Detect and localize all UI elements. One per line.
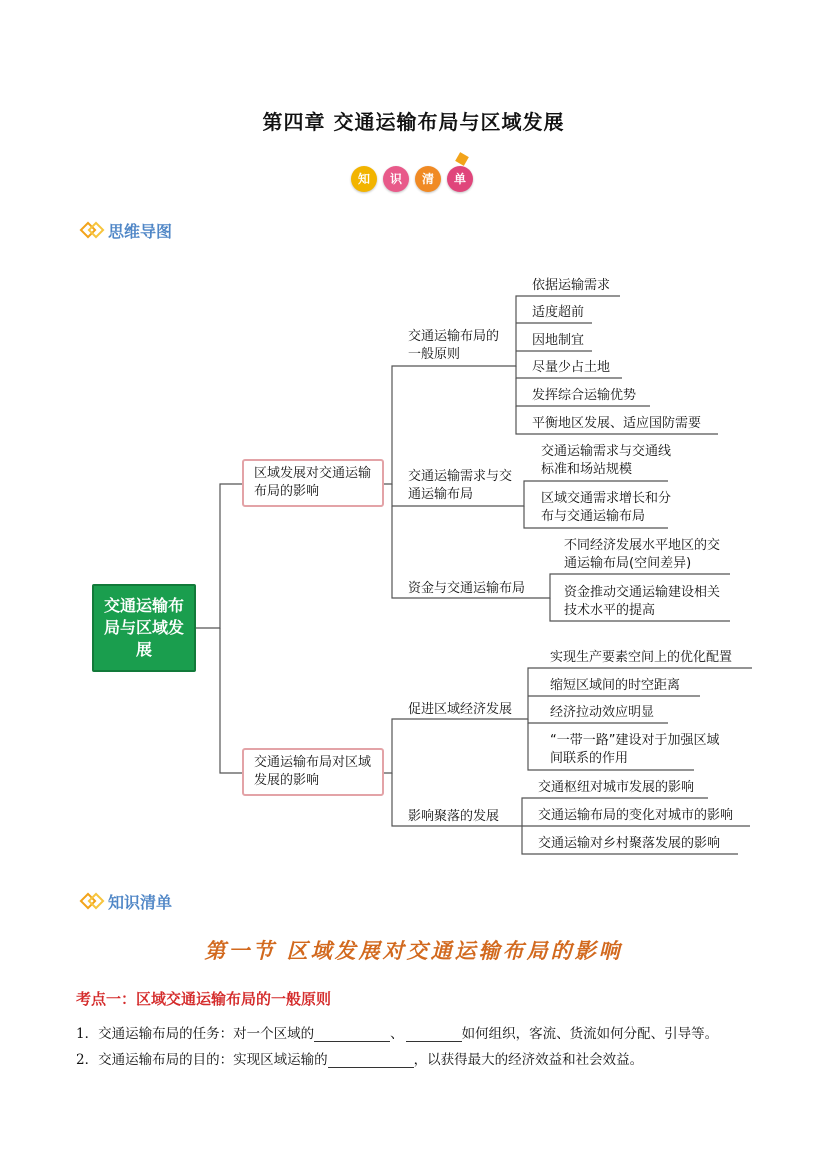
fill-blank[interactable] bbox=[406, 1027, 462, 1042]
fill-blank[interactable] bbox=[328, 1053, 414, 1068]
item-text-pre: 交通运输布局的目的：实现区域运输的 bbox=[98, 1052, 328, 1068]
leaf-principle-2: 适度超前 bbox=[532, 305, 585, 320]
leaf-demand-2: 区域交通需求增长和分布与交通运输布局 bbox=[541, 491, 672, 524]
item-text-pre: 交通运输布局的任务：对一个区域的 bbox=[98, 1026, 315, 1042]
page-title: 第四章 交通运输布局与区域发展 bbox=[262, 110, 565, 134]
leaf-demand-1: 交通运输需求与交通线标准和场站规模 bbox=[541, 444, 672, 477]
lesson-section-title: 第一节 区域发展对交通运输布局的影响 bbox=[204, 938, 623, 963]
leaf-economy-3: 经济拉动效应明显 bbox=[550, 705, 655, 720]
kaodian-heading: 考点一：区域交通运输布局的一般原则 bbox=[76, 990, 332, 1008]
leaf-principle-1: 依据运输需求 bbox=[532, 278, 611, 293]
branch-box-transport-influence: 交通运输布局对区域发展的影响 bbox=[242, 748, 384, 796]
leaf-economy-2: 缩短区域间的时空距离 bbox=[550, 678, 681, 693]
leaf-settlement-3: 交通运输对乡村聚落发展的影响 bbox=[538, 836, 721, 851]
item-number: 2． bbox=[76, 1052, 99, 1068]
group-capital-layout: 资金与交通运输布局 bbox=[408, 581, 526, 596]
leaf-principle-3: 因地制宜 bbox=[532, 333, 585, 348]
section-knowledge-label: 知识清单 bbox=[108, 893, 173, 912]
group-settlement-development: 影响聚落的发展 bbox=[408, 809, 500, 824]
section-knowledge-heading bbox=[82, 890, 172, 913]
item-number: 1． bbox=[76, 1026, 99, 1042]
leaf-economy-4: “一带一路”建设对于加强区域间联系的作用 bbox=[550, 733, 720, 766]
leaf-settlement-1: 交通枢纽对城市发展的影响 bbox=[538, 780, 695, 795]
item-text-post: ，以获得最大的经济效益和社会效益。 bbox=[413, 1052, 644, 1068]
leaf-capital-1: 不同经济发展水平地区的交通运输布局(空间差异) bbox=[564, 538, 721, 571]
group-demand-layout: 交通运输需求与交通运输布局 bbox=[408, 469, 513, 502]
leaf-principle-5: 发挥综合运输优势 bbox=[532, 388, 637, 403]
group-economic-development: 促进区域经济发展 bbox=[408, 702, 513, 717]
item-text-mid: 、 bbox=[390, 1026, 404, 1042]
leaf-capital-2: 资金推动交通运输建设相关技术水平的提高 bbox=[564, 585, 721, 618]
item-text-post: 如何组织，客流、货流如何分配、引导等。 bbox=[461, 1026, 719, 1042]
badge-zhi: 知 bbox=[351, 166, 377, 192]
fill-blank[interactable] bbox=[314, 1027, 390, 1042]
badge-shi: 识 bbox=[383, 166, 409, 192]
leaf-principle-6: 平衡地区发展、适应国防需要 bbox=[532, 416, 702, 431]
badge-qing: 清 bbox=[415, 166, 441, 192]
leaf-settlement-2: 交通运输布局的变化对城市的影响 bbox=[538, 808, 734, 823]
section-mindmap-label: 思维导图 bbox=[108, 222, 173, 241]
group-general-principles: 交通运输布局的一般原则 bbox=[408, 329, 500, 362]
question-item-1 bbox=[76, 1022, 718, 1042]
leaf-economy-1: 实现生产要素空间上的优化配置 bbox=[550, 650, 733, 665]
double-diamond-icon bbox=[82, 895, 102, 909]
question-item-2 bbox=[76, 1048, 643, 1068]
leaf-principle-4: 尽量少占土地 bbox=[532, 360, 611, 375]
branch-box-regional-influence: 区域发展对交通运输布局的影响 bbox=[242, 459, 384, 507]
badge-dan: 单 bbox=[447, 166, 473, 192]
mindmap-center-node: 交通运输布局与区域发展 bbox=[92, 584, 196, 672]
